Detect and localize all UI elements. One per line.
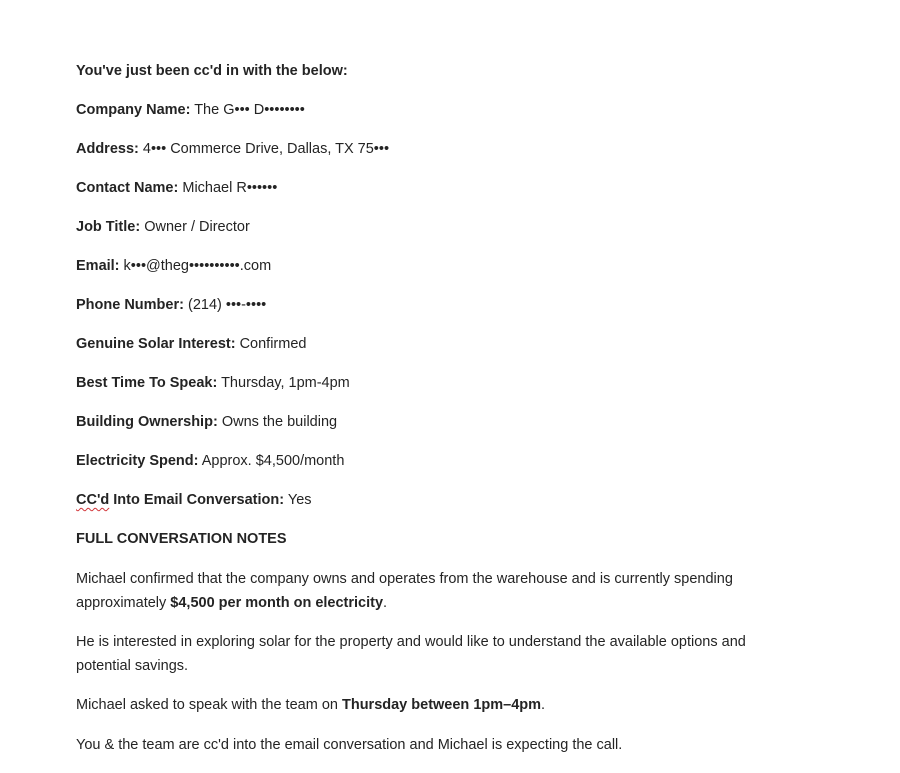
- contact-name-row: [76, 178, 776, 198]
- lead-document: [76, 61, 776, 773]
- building-ownership-label: Building Ownership:: [76, 414, 218, 430]
- notes-p1-bold: $4,500 per month on electricity: [170, 594, 384, 611]
- intro-line: You've just been cc'd in with the below:: [76, 63, 348, 79]
- building-ownership-row: [76, 412, 776, 432]
- address-row: [76, 139, 776, 159]
- electricity-spend-row: [76, 451, 776, 471]
- solar-interest-label: Genuine Solar Interest:: [76, 336, 236, 352]
- company-name-row: [76, 100, 776, 120]
- email-value: k•••@theg••••••••••.com: [123, 258, 272, 274]
- company-name-value: The G••• D••••••••: [194, 102, 305, 118]
- company-name-label: Company Name:: [76, 102, 191, 118]
- solar-interest-value: Confirmed: [239, 336, 307, 352]
- ccd-value: Yes: [287, 492, 312, 508]
- ccd-label-abbrev: CC'd: [76, 492, 110, 508]
- phone-value: (214) •••-••••: [187, 297, 267, 313]
- notes-p3-bold: Thursday between 1pm–4pm: [341, 697, 542, 713]
- address-value: 4••• Commerce Drive, Dallas, TX 75•••: [142, 141, 390, 157]
- contact-name-label: Contact Name:: [76, 180, 179, 196]
- electricity-spend-label: Electricity Spend:: [76, 453, 199, 469]
- building-ownership-value: Owns the building: [221, 414, 338, 430]
- address-label: Address:: [76, 141, 139, 157]
- solar-interest-row: [76, 334, 776, 354]
- ccd-label: Into Email Conversation:: [113, 492, 285, 508]
- email-row: [76, 256, 776, 276]
- phone-label: Phone Number:: [76, 297, 184, 313]
- job-title-value: Owner / Director: [144, 219, 250, 235]
- notes-paragraph-3: [76, 694, 776, 718]
- email-label: Email:: [76, 258, 120, 274]
- best-time-row: [76, 373, 776, 393]
- notes-paragraph-4: You & the team are cc'd into the email conversation and Michael is expecting the call.: [76, 736, 623, 753]
- ccd-row: [76, 490, 776, 510]
- best-time-value: Thursday, 1pm-4pm: [221, 375, 350, 391]
- best-time-label: Best Time To Speak:: [76, 375, 218, 391]
- notes-heading: FULL CONVERSATION NOTES: [76, 531, 287, 547]
- notes-paragraph-1: [76, 568, 776, 615]
- notes-paragraph-2: He is interested in exploring solar for the property and would like to understand the available options and potential savings.: [76, 634, 746, 674]
- job-title-row: [76, 217, 776, 237]
- phone-row: [76, 295, 776, 315]
- notes-p3-text: Michael asked to speak with the team on: [76, 697, 342, 713]
- notes-p1-end: .: [383, 594, 388, 611]
- notes-p1-text: Michael confirmed that the company owns and operates from the warehouse and is currently spending approximately: [76, 571, 733, 611]
- electricity-spend-value: Approx. $4,500/month: [201, 453, 345, 469]
- job-title-label: Job Title:: [76, 219, 141, 235]
- notes-p3-end: .: [541, 697, 546, 713]
- contact-name-value: Michael R••••••: [182, 180, 278, 196]
